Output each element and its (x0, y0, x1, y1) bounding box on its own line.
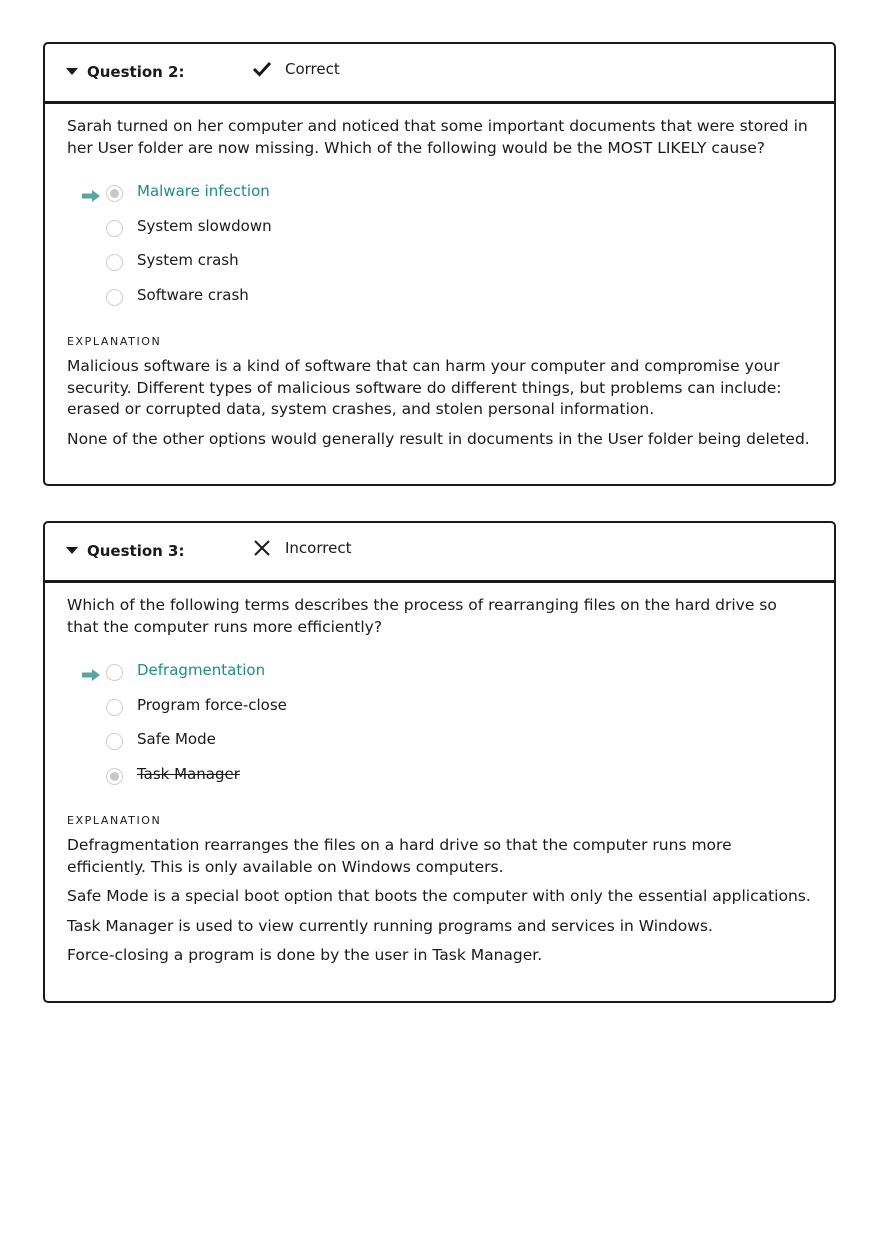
answer-option[interactable] (67, 250, 812, 285)
radio-button[interactable] (106, 664, 123, 681)
radio-button[interactable] (106, 733, 123, 750)
question-header[interactable] (45, 523, 834, 583)
explanation-heading: EXPLANATION (67, 814, 162, 827)
question-body (45, 583, 834, 967)
options-list (67, 660, 812, 798)
answer-option[interactable] (67, 764, 812, 799)
option-label: Task Manager (137, 764, 240, 783)
radio-button[interactable] (106, 220, 123, 237)
option-label: Malware infection (137, 182, 270, 200)
answer-option[interactable] (67, 285, 812, 320)
answer-option[interactable] (67, 216, 812, 251)
answer-option[interactable] (67, 181, 812, 216)
option-label: System slowdown (137, 216, 272, 235)
question-title: Question 3: (87, 542, 185, 560)
answer-option[interactable] (67, 660, 812, 695)
answer-option[interactable] (67, 695, 812, 730)
explanation-paragraph: Force-closing a program is done by the user in Task Manager. (67, 946, 543, 964)
question-body (45, 104, 834, 450)
radio-button[interactable] (106, 289, 123, 306)
radio-button[interactable] (106, 768, 123, 785)
correct-answer-arrow-icon (82, 187, 100, 199)
explanation-text (67, 356, 812, 450)
option-label: Software crash (137, 285, 249, 304)
question-title: Question 2: (87, 63, 185, 81)
question-text: Sarah turned on her computer and noticed that some important documents that were stored in her User folder are now missing. Which of the following would be the MOST LIKELY cause? (67, 117, 808, 157)
x-icon (251, 537, 273, 559)
answer-option[interactable] (67, 729, 812, 764)
explanation-heading: EXPLANATION (67, 335, 162, 348)
checkmark-icon (251, 58, 273, 80)
caret-down-icon[interactable] (66, 68, 78, 75)
radio-button[interactable] (106, 185, 123, 202)
option-label: Program force-close (137, 695, 287, 714)
explanation-paragraph: Defragmentation rearranges the files on a hard drive so that the computer runs more efficiently. This is only available on Windows computers. (67, 836, 732, 876)
question-card (43, 42, 836, 486)
options-list (67, 181, 812, 319)
option-label: System crash (137, 251, 239, 269)
radio-button[interactable] (106, 254, 123, 271)
radio-button[interactable] (106, 699, 123, 716)
explanation-paragraph: Task Manager is used to view currently running programs and services in Windows. (67, 916, 713, 935)
correct-answer-arrow-icon (82, 666, 100, 678)
question-text: Which of the following terms describes the process of rearranging files on the hard drive so that the computer runs more efficiently? (67, 596, 777, 636)
status-label: Correct (285, 60, 340, 78)
explanation-paragraph: None of the other options would generally result in documents in the User folder being deleted. (67, 429, 810, 448)
status-label: Incorrect (285, 539, 352, 557)
explanation-paragraph: Safe Mode is a special boot option that boots the computer with only the essential applications. (67, 887, 811, 905)
question-card (43, 521, 836, 1003)
option-label: Safe Mode (137, 730, 216, 748)
question-header[interactable] (45, 44, 834, 104)
explanation-text (67, 835, 812, 967)
explanation-paragraph: Malicious software is a kind of software that can harm your computer and compromise your security. Different types of malicious software do different things, but problems can include: erased or corrupted data, system crashes, and stolen personal information. (67, 357, 782, 418)
caret-down-icon[interactable] (66, 547, 78, 554)
option-label: Defragmentation (137, 661, 266, 679)
